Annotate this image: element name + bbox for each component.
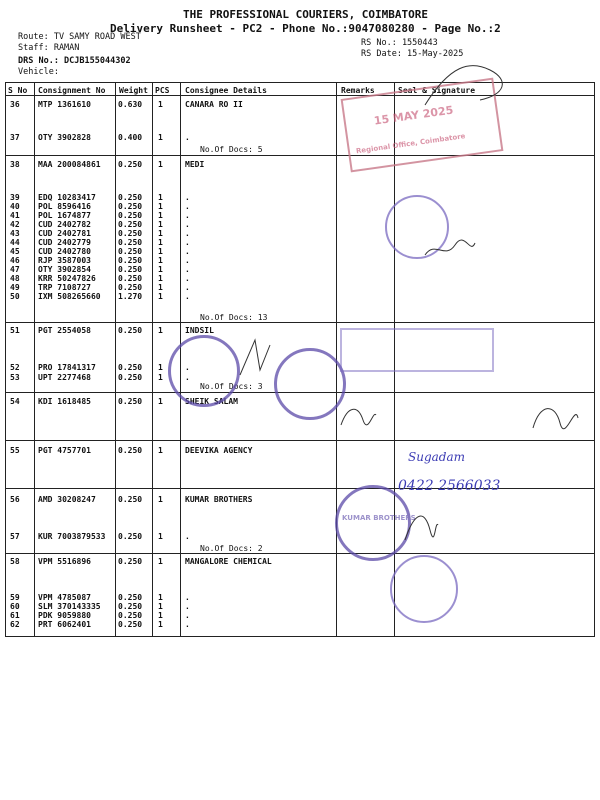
col-pcs: PCS xyxy=(155,86,170,95)
row-sno: 60 xyxy=(10,602,20,611)
drs-number: DRS No.: DCJB155044302 xyxy=(18,56,131,66)
row-weight: 0.250 xyxy=(118,274,143,283)
row-consignment-no: PRO 17841317 xyxy=(38,363,96,372)
row-pcs: 1 xyxy=(158,326,163,335)
row-weight: 0.250 xyxy=(118,247,143,256)
row-sno: 58 xyxy=(10,557,20,566)
row-consignee: . xyxy=(185,193,190,202)
row-consignment-no: KUR 7003879533 xyxy=(38,532,106,541)
row-pcs: 1 xyxy=(158,193,163,202)
row-sno: 47 xyxy=(10,265,20,274)
row-consignee: . xyxy=(185,220,190,229)
col-seal-signature: Seal & Signature xyxy=(398,86,476,95)
row-pcs: 1 xyxy=(158,292,163,301)
rs-number: RS No.: 1550443 xyxy=(361,38,438,48)
row-weight: 0.250 xyxy=(118,265,143,274)
row-consignee: . xyxy=(185,363,190,372)
row-consignment-no: KRR 50247826 xyxy=(38,274,96,283)
handwritten-phone: 0422 2566033 xyxy=(398,478,501,494)
row-weight: 0.250 xyxy=(118,602,143,611)
mangalore-chemical-stamp xyxy=(390,555,458,623)
row-consignment-no: CUD 2402779 xyxy=(38,238,91,247)
row-sno: 44 xyxy=(10,238,20,247)
row-consignee: SHEIK SALAM xyxy=(185,397,238,406)
row-sno: 36 xyxy=(10,100,20,109)
row-consignment-no: OTY 3902828 xyxy=(38,133,91,142)
signature-medi xyxy=(420,235,480,265)
row-consignee: . xyxy=(185,283,190,292)
row-pcs: 1 xyxy=(158,100,163,109)
row-consignee: . xyxy=(185,373,190,382)
row-consignment-no: PGT 4757701 xyxy=(38,446,91,455)
row-consignee: . xyxy=(185,274,190,283)
rs-date: RS Date: 15-May-2025 xyxy=(361,49,464,59)
staff: Staff: RAMAN xyxy=(18,43,80,53)
route: Route: TV SAMY ROAD WEST xyxy=(18,32,141,42)
row-consignee: . xyxy=(185,211,190,220)
row-pcs: 1 xyxy=(158,274,163,283)
row-weight: 0.250 xyxy=(118,557,143,566)
row-sno: 50 xyxy=(10,292,20,301)
row-sno: 57 xyxy=(10,532,20,541)
row-consignee: . xyxy=(185,602,190,611)
row-weight: 0.250 xyxy=(118,373,143,382)
signature-top-right xyxy=(420,55,510,115)
row-sno: 51 xyxy=(10,326,20,335)
row-consignee: DEEVIKA AGENCY xyxy=(185,446,253,455)
row-pcs: 1 xyxy=(158,620,163,629)
row-pcs: 1 xyxy=(158,363,163,372)
row-sno: 40 xyxy=(10,202,20,211)
docs-count: No.Of Docs: 3 xyxy=(200,382,263,391)
row-consignee: . xyxy=(185,292,190,301)
row-consignment-no: KDI 1618485 xyxy=(38,397,91,406)
row-consignment-no: OTY 3902854 xyxy=(38,265,91,274)
row-consignment-no: PGT 2554058 xyxy=(38,326,91,335)
row-consignee: . xyxy=(185,238,190,247)
row-weight: 0.250 xyxy=(118,593,143,602)
runsheet-title: Delivery Runsheet - PC2 - Phone No.:9047080280 - Page No.:2 xyxy=(110,22,501,35)
signature-indsil xyxy=(235,335,280,380)
row-pcs: 1 xyxy=(158,238,163,247)
stamp-date: 15 MAY 2025 xyxy=(373,103,455,128)
row-pcs: 1 xyxy=(158,611,163,620)
row-pcs: 1 xyxy=(158,211,163,220)
row-consignment-no: IXM 508265660 xyxy=(38,292,101,301)
row-weight: 0.250 xyxy=(118,611,143,620)
row-sno: 46 xyxy=(10,256,20,265)
row-sno: 41 xyxy=(10,211,20,220)
row-consignment-no: UPT 2277468 xyxy=(38,373,91,382)
row-consignee: . xyxy=(185,256,190,265)
row-pcs: 1 xyxy=(158,256,163,265)
row-consignment-no: POL 8596416 xyxy=(38,202,91,211)
nj-industries-stamp xyxy=(168,335,240,407)
row-pcs: 1 xyxy=(158,373,163,382)
docs-count: No.Of Docs: 5 xyxy=(200,145,263,154)
col-weight: Weight xyxy=(119,86,148,95)
row-consignee: . xyxy=(185,611,190,620)
row-weight: 0.250 xyxy=(118,220,143,229)
col-consignment: Consignment No xyxy=(38,86,106,95)
row-weight: 0.250 xyxy=(118,238,143,247)
row-sno: 49 xyxy=(10,283,20,292)
row-pcs: 1 xyxy=(158,220,163,229)
row-sno: 52 xyxy=(10,363,20,372)
row-pcs: 1 xyxy=(158,202,163,211)
row-weight: 0.250 xyxy=(118,193,143,202)
row-consignment-no: CUD 2402780 xyxy=(38,247,91,256)
row-consignee: . xyxy=(185,593,190,602)
row-weight: 0.250 xyxy=(118,256,143,265)
row-weight: 0.250 xyxy=(118,495,143,504)
docs-count: No.Of Docs: 13 xyxy=(200,313,268,322)
docs-count: No.Of Docs: 2 xyxy=(200,544,263,553)
row-weight: 0.250 xyxy=(118,446,143,455)
row-consignment-no: POL 1674877 xyxy=(38,211,91,220)
row-pcs: 1 xyxy=(158,602,163,611)
row-sno: 53 xyxy=(10,373,20,382)
row-sno: 61 xyxy=(10,611,20,620)
row-consignment-no: AMD 30208247 xyxy=(38,495,96,504)
row-sno: 39 xyxy=(10,193,20,202)
row-pcs: 1 xyxy=(158,593,163,602)
indsil-house-stamp xyxy=(340,328,494,372)
row-consignment-no: RJP 3587003 xyxy=(38,256,91,265)
row-consignee: MANGALORE CHEMICAL xyxy=(185,557,272,566)
row-sno: 43 xyxy=(10,229,20,238)
handwritten-name: Sugadam xyxy=(408,450,465,464)
row-weight: 0.630 xyxy=(118,100,143,109)
row-pcs: 1 xyxy=(158,532,163,541)
col-remarks: Remarks xyxy=(341,86,375,95)
row-consignee: . xyxy=(185,133,190,142)
row-weight: 0.250 xyxy=(118,326,143,335)
row-weight: 0.250 xyxy=(118,283,143,292)
stamp-kumar-brothers: KUMAR BROTHERS xyxy=(342,514,416,522)
row-consignee: . xyxy=(185,247,190,256)
vehicle: Vehicle: xyxy=(18,67,59,77)
col-consignee: Consignee Details xyxy=(185,86,267,95)
row-consignment-no: PRT 6062401 xyxy=(38,620,91,629)
row-pcs: 1 xyxy=(158,247,163,256)
row-sno: 59 xyxy=(10,593,20,602)
signature-sheik xyxy=(338,400,378,430)
row-sno: 56 xyxy=(10,495,20,504)
row-weight: 0.250 xyxy=(118,229,143,238)
row-pcs: 1 xyxy=(158,495,163,504)
row-consignment-no: MTP 1361610 xyxy=(38,100,91,109)
row-sno: 55 xyxy=(10,446,20,455)
row-consignment-no: PDK 9059880 xyxy=(38,611,91,620)
row-sno: 45 xyxy=(10,247,20,256)
row-consignment-no: TRP 7108727 xyxy=(38,283,91,292)
row-weight: 0.250 xyxy=(118,397,143,406)
row-sno: 38 xyxy=(10,160,20,169)
row-pcs: 1 xyxy=(158,397,163,406)
row-sno: 54 xyxy=(10,397,20,406)
company-name: THE PROFESSIONAL COURIERS, COIMBATORE xyxy=(183,8,429,21)
row-consignment-no: MAA 200084861 xyxy=(38,160,101,169)
row-pcs: 1 xyxy=(158,229,163,238)
row-pcs: 1 xyxy=(158,133,163,142)
row-consignee: . xyxy=(185,229,190,238)
stamp-regional-office: Regional Office, Coimbatore xyxy=(355,132,466,156)
row-weight: 0.250 xyxy=(118,620,143,629)
row-pcs: 1 xyxy=(158,265,163,274)
trufilm-stamp xyxy=(274,348,346,420)
signature-kumar xyxy=(400,505,440,545)
row-consignee: . xyxy=(185,265,190,274)
row-weight: 0.250 xyxy=(118,363,143,372)
row-consignee: INDSIL xyxy=(185,326,214,335)
signature-sheik-right xyxy=(530,398,580,438)
row-pcs: 1 xyxy=(158,160,163,169)
row-weight: 0.400 xyxy=(118,133,143,142)
col-sno: S No xyxy=(8,86,28,95)
row-weight: 0.250 xyxy=(118,160,143,169)
row-consignment-no: CUD 2402782 xyxy=(38,220,91,229)
row-consignee: . xyxy=(185,532,190,541)
row-weight: 0.250 xyxy=(118,202,143,211)
row-weight: 1.270 xyxy=(118,292,143,301)
row-weight: 0.250 xyxy=(118,532,143,541)
row-consignment-no: CUD 2402781 xyxy=(38,229,91,238)
row-consignee: . xyxy=(185,202,190,211)
row-pcs: 1 xyxy=(158,283,163,292)
row-weight: 0.250 xyxy=(118,211,143,220)
row-consignment-no: SLM 370143335 xyxy=(38,602,101,611)
row-consignee: KUMAR BROTHERS xyxy=(185,495,253,504)
row-consignee: . xyxy=(185,620,190,629)
row-consignee: CANARA RO II xyxy=(185,100,243,109)
row-sno: 37 xyxy=(10,133,20,142)
row-pcs: 1 xyxy=(158,446,163,455)
row-consignment-no: EDQ 10283417 xyxy=(38,193,96,202)
row-sno: 48 xyxy=(10,274,20,283)
row-sno: 42 xyxy=(10,220,20,229)
row-sno: 62 xyxy=(10,620,20,629)
row-pcs: 1 xyxy=(158,557,163,566)
row-consignee: MEDI xyxy=(185,160,205,169)
row-consignment-no: VPM 4785087 xyxy=(38,593,91,602)
row-consignment-no: VPM 5516896 xyxy=(38,557,91,566)
